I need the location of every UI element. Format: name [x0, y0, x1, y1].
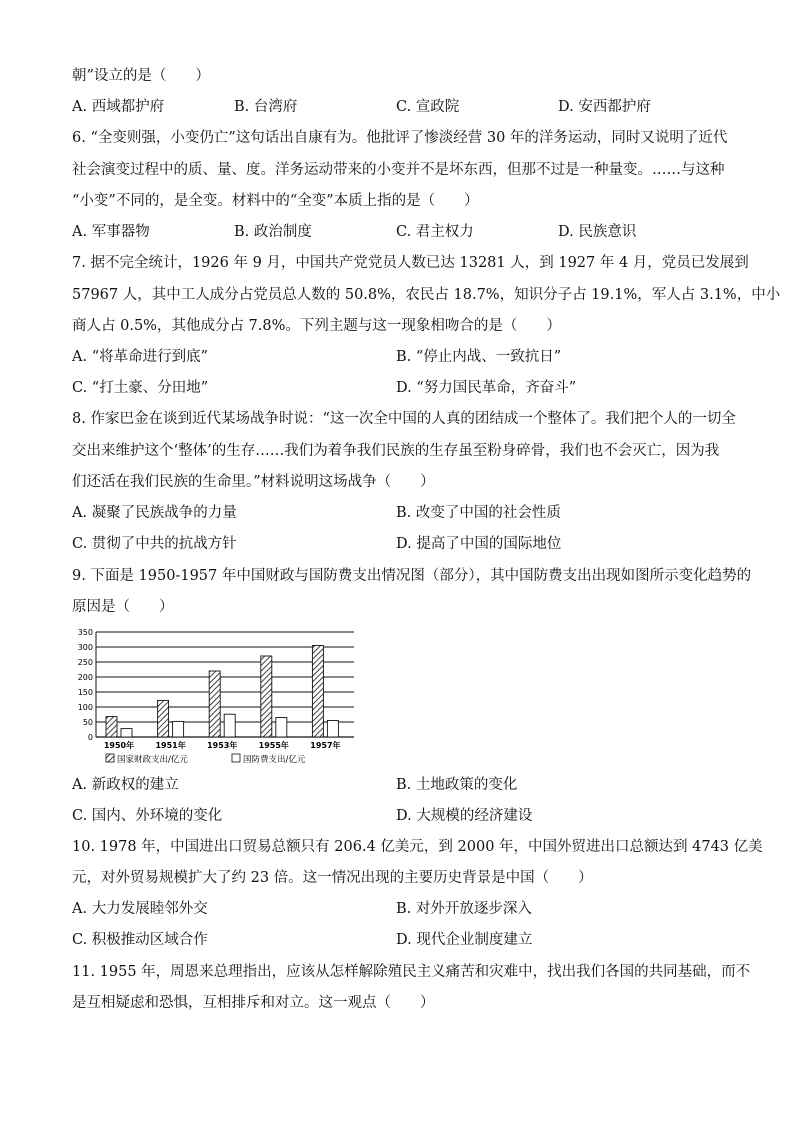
option-a: A. 军事器物 — [72, 224, 150, 240]
y-tick-label: 300 — [77, 643, 93, 652]
text-line: 8. 作家巴金在谈到近代某场战争时说：“这一次全中国的人真的团结成一个整体了。我们把个人的一切全 — [72, 411, 736, 427]
x-tick-label: 1955年 — [258, 741, 289, 750]
text-line: 57967 人，其中工人成分占党员总人数的 50.8%，农民占 18.7%，知识分子占 19.1%，军人占 3.1%，中小 — [72, 287, 781, 303]
option-d: D. 提高了中国的国际地位 — [396, 536, 562, 552]
bar-defense-0 — [121, 729, 132, 737]
text-line: 11. 1955 年，周恩来总理指出，应该从怎样解除殖民主义痛苦和灾难中，找出我们各国的共同基础，而不 — [72, 964, 751, 980]
option-b: B. 对外开放逐步深入 — [396, 901, 532, 917]
x-tick-label: 1950年 — [103, 741, 135, 750]
y-tick-label: 350 — [77, 628, 93, 637]
bar-fiscal-0 — [106, 717, 117, 737]
bar-fiscal-4 — [312, 646, 323, 738]
option-b: B. 改变了中国的社会性质 — [396, 505, 561, 521]
bar-defense-4 — [327, 721, 338, 738]
legend-label-defense: 国防费支出/亿元 — [243, 755, 306, 765]
y-tick-label: 150 — [77, 688, 93, 697]
x-tick-label: 1951年 — [155, 741, 186, 750]
text-line: 9. 下面是 1950-1957 年中国财政与国防费支出情况图（部分），其中国防费支出出现如图所示变化趋势的 — [72, 568, 752, 584]
text-line: 是互相疑虑和恐惧，互相排斥和对立。这一观点（ ） — [72, 995, 435, 1011]
bar-defense-3 — [276, 718, 287, 738]
text-line: 原因是（ ） — [72, 599, 174, 615]
text-line: “小变”不同的，是全变。材料中的“全变”本质上指的是（ ） — [72, 193, 479, 209]
option-c: C. 君主权力 — [396, 224, 474, 240]
y-tick-label: 50 — [82, 718, 93, 727]
option-d: D. 现代企业制度建立 — [396, 932, 533, 948]
text-line: 10. 1978 年，中国进出口贸易总额只有 206.4 亿美元，到 2000 年，中国外贸进出口总额达到 4743 亿美 — [72, 839, 763, 855]
option-a: A. 新政权的建立 — [72, 777, 179, 793]
option-b: B. 土地政策的变化 — [396, 777, 518, 793]
text-line: 们还活在我们民族的生命里。”材料说明这场战争（ ） — [72, 474, 435, 490]
x-tick-label: 1953年 — [207, 741, 238, 750]
text-line: 社会演变过程中的质、量、度。洋务运动带来的小变并不是坏东西，但那不过是一种量变。……与这种 — [72, 162, 725, 178]
option-a: A. 西域都护府 — [72, 99, 165, 115]
bar-fiscal-2 — [209, 671, 220, 737]
text-line: 7. 据不完全统计，1926 年 9 月，中国共产党党员人数已达 13281 人，到 1927 年 4 月，党员已发展到 — [72, 255, 749, 271]
option-c: C. 国内、外环境的变化 — [72, 808, 223, 824]
option-a: A. 凝聚了民族战争的力量 — [72, 505, 237, 521]
text-line: 元，对外贸易规模扩大了约 23 倍。这一情况出现的主要历史背景是中国（ ） — [72, 870, 593, 886]
option-c: C. “打土豪、分田地” — [72, 380, 209, 396]
legend-label-fiscal: 国家财政支出/亿元 — [117, 755, 188, 765]
y-tick-label: 100 — [77, 703, 93, 712]
spending-bar-chart — [70, 624, 360, 766]
y-tick-label: 250 — [77, 658, 93, 667]
option-c: C. 贯彻了中共的抗战方针 — [72, 536, 237, 552]
text-line: 6. “全变则强，小变仍亡”这句话出自康有为。他批评了惨淡经营 30 年的洋务运动，同时又说明了近代 — [72, 130, 728, 146]
bar-fiscal-1 — [158, 700, 169, 737]
option-b: B. 政治制度 — [234, 224, 312, 240]
y-tick-label: 200 — [77, 673, 93, 682]
option-c: C. 积极推动区域合作 — [72, 932, 208, 948]
bar-fiscal-3 — [261, 656, 272, 737]
text-line: 朝”设立的是（ ） — [72, 68, 210, 84]
option-a: A. 大力发展睦邻外交 — [72, 901, 208, 917]
y-tick-label: 0 — [87, 733, 93, 742]
option-d: D. “努力国民革命，齐奋斗” — [396, 380, 577, 396]
legend-swatch-defense — [232, 754, 240, 762]
bar-defense-2 — [224, 714, 235, 737]
option-b: B. “停止内战、一致抗日” — [396, 349, 562, 365]
text-line: 商人占 0.5%，其他成分占 7.8%。下列主题与这一现象相吻合的是（ ） — [72, 318, 561, 334]
bar-defense-1 — [173, 721, 184, 737]
option-a: A. “将革命进行到底” — [72, 349, 209, 365]
option-d: D. 民族意识 — [558, 224, 637, 240]
option-b: B. 台湾府 — [234, 99, 298, 115]
option-c: C. 宣政院 — [396, 99, 460, 115]
x-tick-label: 1957年 — [310, 741, 341, 750]
option-d: D. 安西都护府 — [558, 99, 651, 115]
legend-swatch-fiscal — [106, 754, 114, 762]
text-line: 交出来维护这个‘整体’的生存……我们为着争我们民族的生存虽至粉身碎骨，我们也不会灭亡，因为我 — [72, 443, 720, 459]
option-d: D. 大规模的经济建设 — [396, 808, 533, 824]
